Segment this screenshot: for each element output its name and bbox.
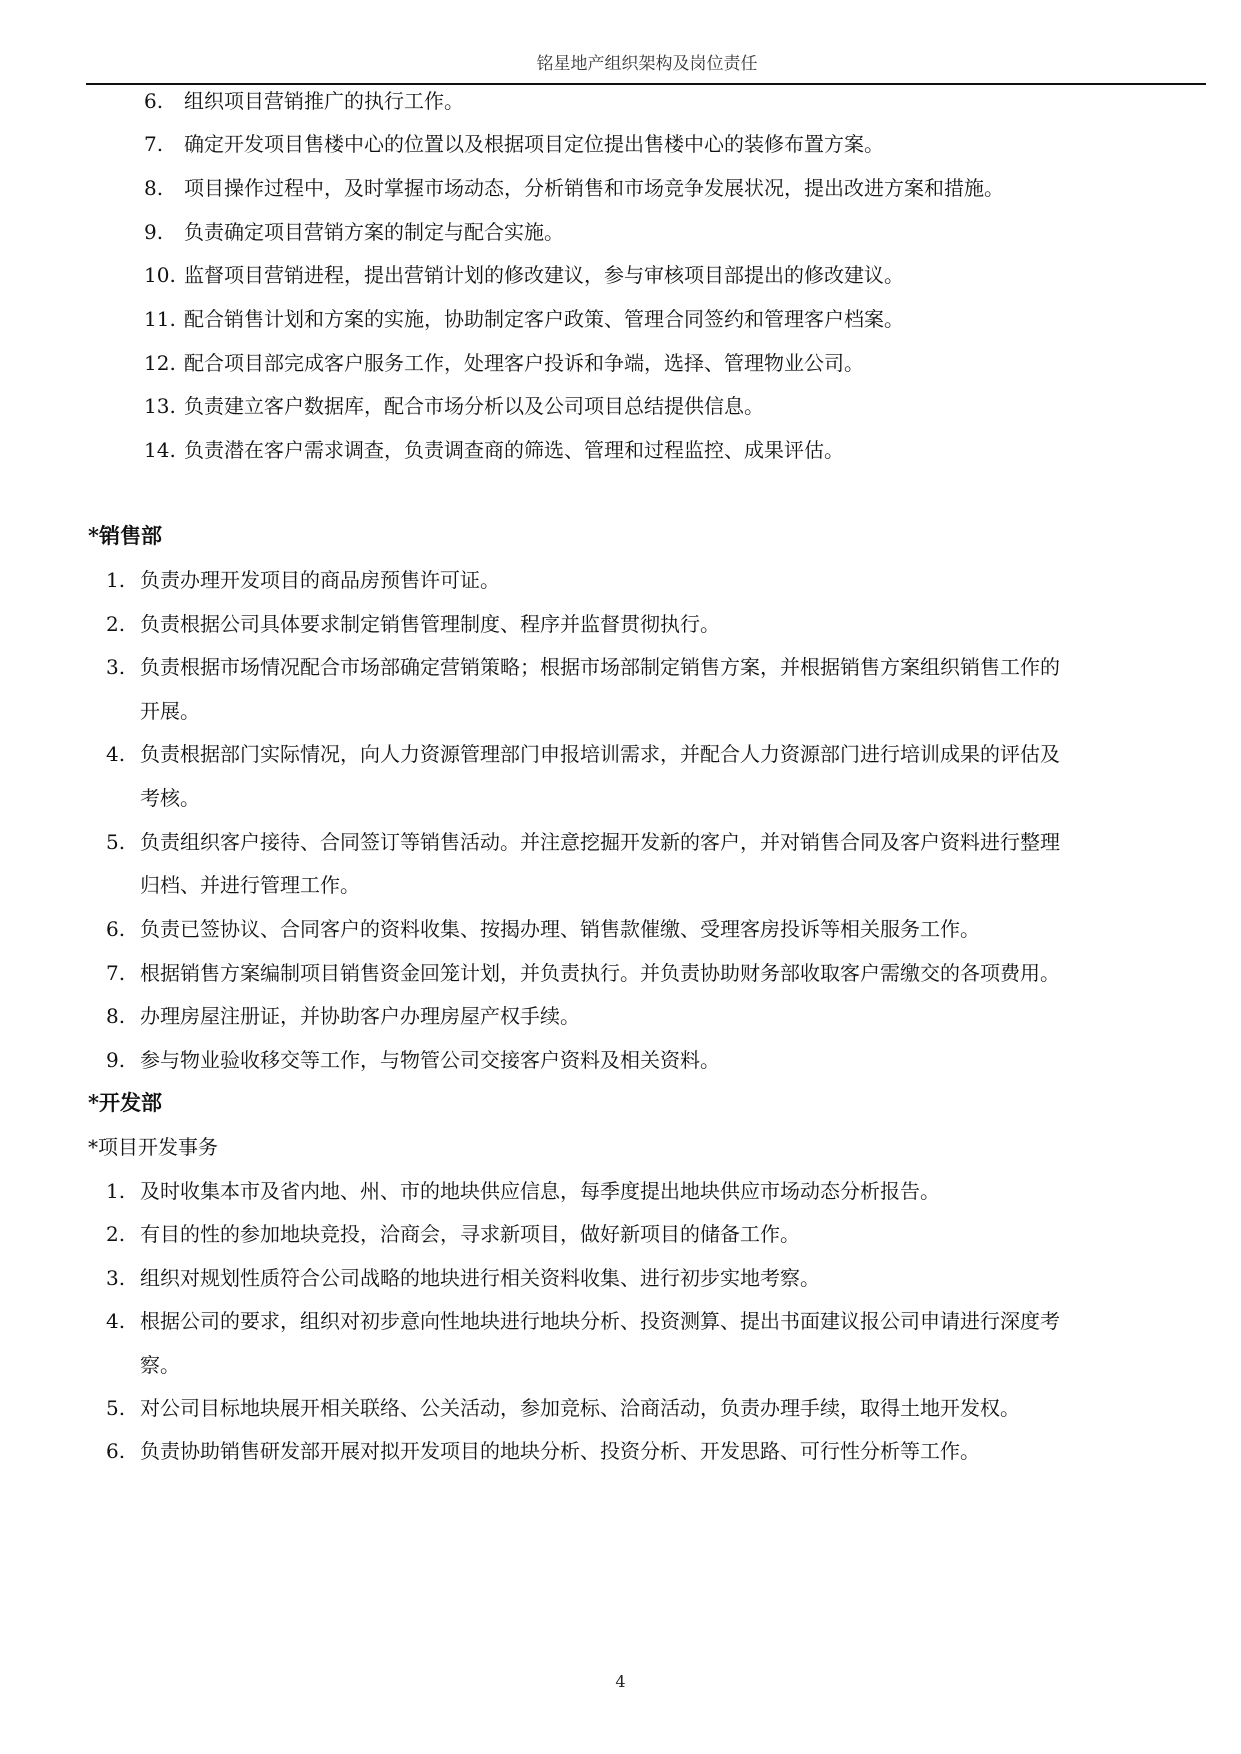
list-number: 2.: [106, 1222, 126, 1246]
list-text: 负责办理开发项目的商品房预售许可证。: [140, 568, 500, 592]
list-number: 1.: [106, 1179, 126, 1203]
list-text: 监督项目营销进程，提出营销计划的修改建议，参与审核项目部提出的修改建议。: [184, 263, 904, 287]
list-number: 8.: [106, 1004, 126, 1028]
list-number: 4.: [106, 1309, 126, 1333]
list-text: 参与物业验收移交等工作，与物管公司交接客户资料及相关资料。: [140, 1048, 720, 1072]
list-text: 负责已签协议、合同客户的资料收集、按揭办理、销售款催缴、受理客房投诉等相关服务工作。: [140, 917, 980, 941]
list-text: 配合销售计划和方案的实施，协助制定客户政策、管理合同签约和管理客户档案。: [184, 307, 904, 331]
list-number: 14.: [144, 438, 176, 462]
list-text: 负责组织客户接待、合同签订等销售活动。并注意挖掘开发新的客户，并对销售合同及客户资料进行整理: [140, 830, 1060, 854]
list-number: 10.: [144, 263, 176, 287]
list-text: 项目操作过程中，及时掌握市场动态，分析销售和市场竞争发展状况，提出改进方案和措施。: [184, 176, 1004, 200]
list-text: 组织对规划性质符合公司战略的地块进行相关资料收集、进行初步实地考察。: [140, 1266, 820, 1290]
list-text: 负责根据公司具体要求制定销售管理制度、程序并监督贯彻执行。: [140, 612, 720, 636]
list-number: 6.: [106, 917, 126, 941]
list-number: 12.: [144, 351, 176, 375]
list-text: 根据公司的要求，组织对初步意向性地块进行地块分析、投资测算、提出书面建议报公司申请进行深度考: [140, 1309, 1060, 1333]
section-title-dev: *开发部: [88, 1090, 162, 1115]
list-number: 13.: [144, 394, 176, 418]
list-text-continuation: 考核。: [140, 786, 200, 810]
list-text: 负责确定项目营销方案的制定与配合实施。: [184, 220, 564, 244]
list-number: 4.: [106, 742, 126, 766]
list-text: 及时收集本市及省内地、州、市的地块供应信息，每季度提出地块供应市场动态分析报告。: [140, 1179, 940, 1203]
list-number: 8.: [144, 176, 164, 200]
list-text: 负责根据部门实际情况，向人力资源管理部门申报培训需求，并配合人力资源部门进行培训成果的评估及: [140, 742, 1060, 766]
list-text-continuation: 察。: [140, 1353, 180, 1377]
list-number: 6.: [144, 89, 164, 113]
list-text: 对公司目标地块展开相关联络、公关活动，参加竞标、洽商活动，负责办理手续，取得土地开发权。: [140, 1396, 1020, 1420]
page-number: 4: [615, 1672, 626, 1691]
list-text: 负责协助销售研发部开展对拟开发项目的地块分析、投资分析、开发思路、可行性分析等工作。: [140, 1439, 980, 1463]
list-text: 配合项目部完成客户服务工作，处理客户投诉和争端，选择、管理物业公司。: [184, 351, 864, 375]
list-number: 9.: [106, 1048, 126, 1072]
subsection-title-project-dev: *项目开发事务: [88, 1135, 218, 1159]
list-text: 根据销售方案编制项目销售资金回笼计划，并负责执行。并负责协助财务部收取客户需缴交的各项费用。: [140, 961, 1060, 985]
list-number: 7.: [144, 132, 164, 156]
list-number: 6.: [106, 1439, 126, 1463]
list-text-continuation: 开展。: [140, 699, 200, 723]
list-text: 负责建立客户数据库，配合市场分析以及公司项目总结提供信息。: [184, 394, 764, 418]
list-text: 负责潜在客户需求调查，负责调查商的筛选、管理和过程监控、成果评估。: [184, 438, 844, 462]
list-number: 7.: [106, 961, 126, 985]
list-text: 负责根据市场情况配合市场部确定营销策略；根据市场部制定销售方案，并根据销售方案组织销售工作的: [140, 655, 1060, 679]
list-text: 组织项目营销推广的执行工作。: [184, 89, 464, 113]
header-divider: [86, 83, 1206, 85]
list-number: 11.: [144, 307, 176, 331]
list-text-continuation: 归档、并进行管理工作。: [140, 873, 360, 897]
running-header: 铭星地产组织架构及岗位责任: [536, 54, 758, 74]
list-number: 3.: [106, 655, 126, 679]
list-number: 3.: [106, 1266, 126, 1290]
list-number: 9.: [144, 220, 164, 244]
list-text: 确定开发项目售楼中心的位置以及根据项目定位提出售楼中心的装修布置方案。: [184, 132, 884, 156]
section-title-sales: *销售部: [88, 523, 162, 548]
list-number: 1.: [106, 568, 126, 592]
list-number: 5.: [106, 1396, 126, 1420]
list-text: 办理房屋注册证，并协助客户办理房屋产权手续。: [140, 1004, 580, 1028]
list-text: 有目的性的参加地块竞投，洽商会，寻求新项目，做好新项目的储备工作。: [140, 1222, 800, 1246]
list-number: 2.: [106, 612, 126, 636]
list-number: 5.: [106, 830, 126, 854]
